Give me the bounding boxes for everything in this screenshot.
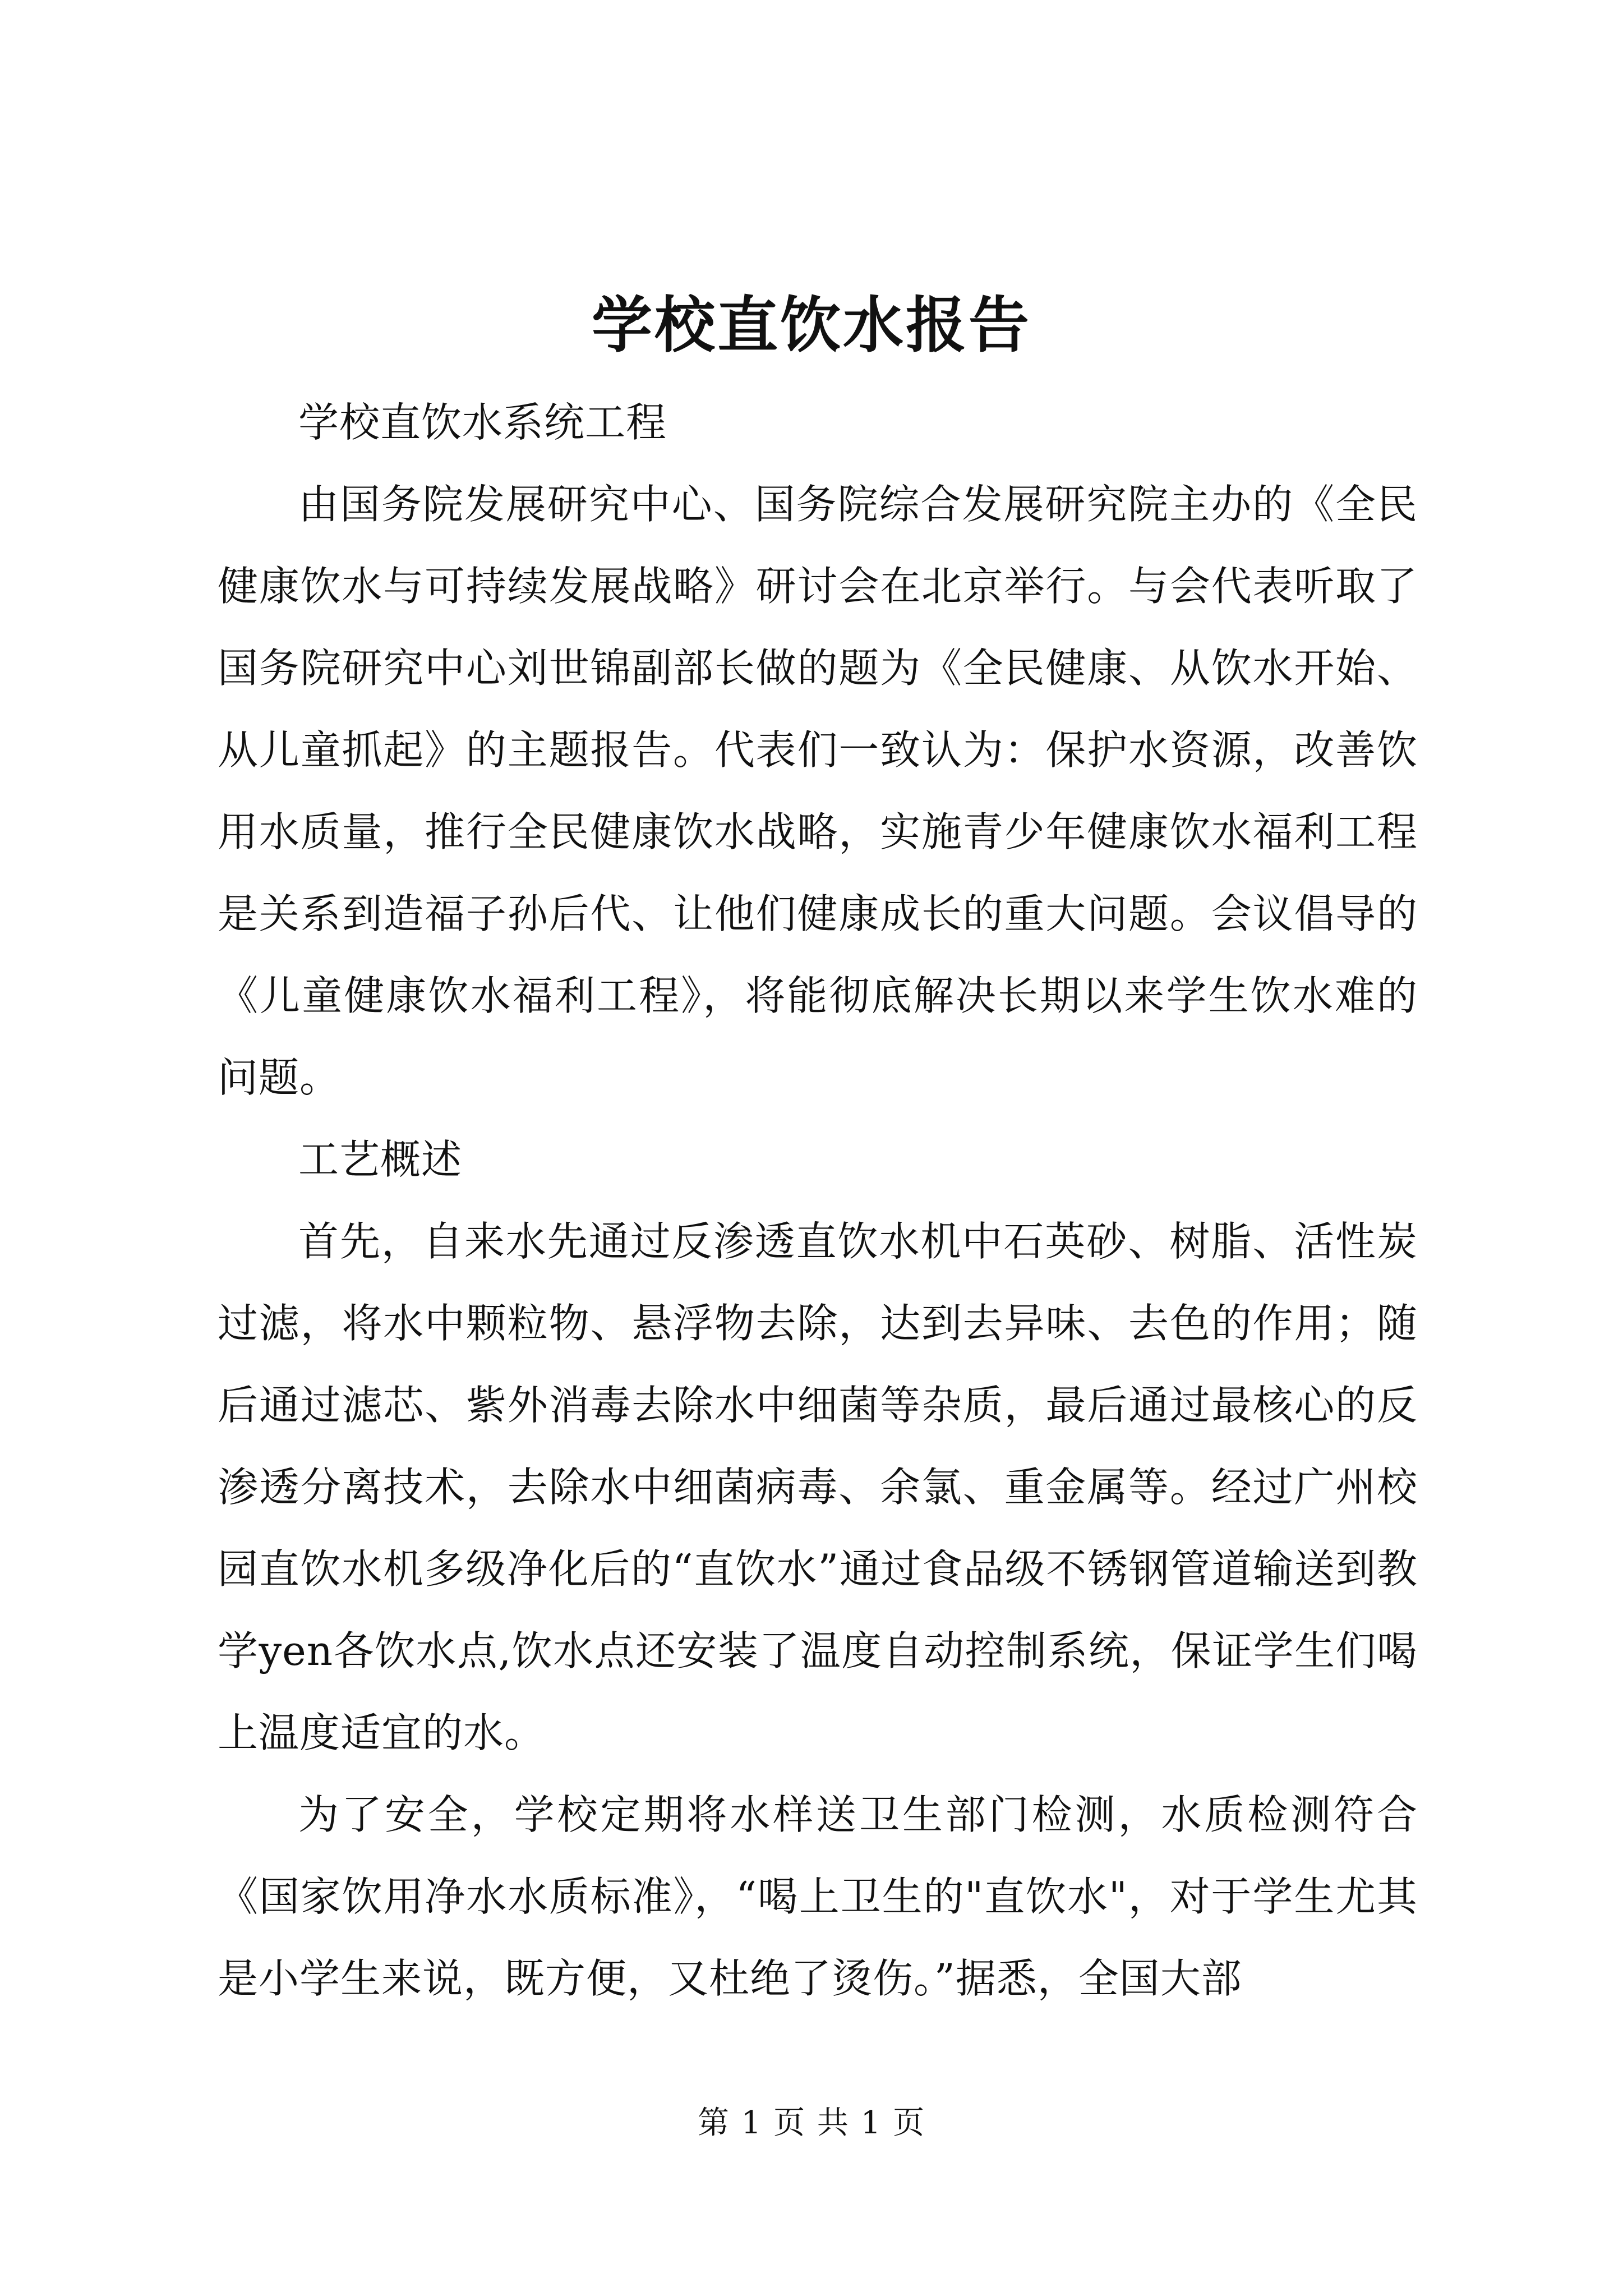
section-heading: 工艺概述 (298, 1136, 463, 1183)
body-paragraph: 为了安全，学校定期将水样送卫生部门检测，水质检测符合《国家饮用净水水质标准》，“喝上卫生的"直饮水"，对于学生尤其是小学生来说，既方便，又杜绝了烫伤。”据悉，全国大部 (218, 1791, 1418, 2002)
body-paragraph: 首先，自来水先通过反渗透直饮水机中石英砂、树脂、活性炭过滤，将水中颗粒物、悬浮物去除，达到去异味、去色的作用；随后通过滤芯、紫外消毒去除水中细菌等杂质，最后通过最核心的反渗透分离技术，去除水中细菌病毒、余氯、重金属等。经过广州校园直饮水机多级净化后的“直饮水”通过食品级不锈钢管道输送到教学yen各饮水点,饮水点还安装了温度自动控制系统，保证学生们喝上温度适宜的水。 (218, 1218, 1418, 1756)
section-heading: 学校直饮水系统工程 (298, 399, 667, 446)
document-title: 学校直饮水报告 (591, 290, 1031, 361)
body-paragraph: 由国务院发展研究中心、国务院综合发展研究院主办的《全民健康饮水与可持续发展战略》研讨会在北京举行。与会代表听取了国务院研究中心刘世锦副部长做的题为《全民健康、从饮水开始、从儿童抓起》的主题报告。代表们一致认为：保护水资源，改善饮用水质量，推行全民健康饮水战略，实施青少年健康饮水福利工程是关系到造福子孙后代、让他们健康成长的重大问题。会议倡导的《儿童健康饮水福利工程》，将能彻底解决长期以来学生饮水难的问题。 (218, 481, 1418, 1101)
document-body (218, 381, 1418, 2019)
page-footer: 第 1 页 共 1 页 (697, 2105, 926, 2141)
